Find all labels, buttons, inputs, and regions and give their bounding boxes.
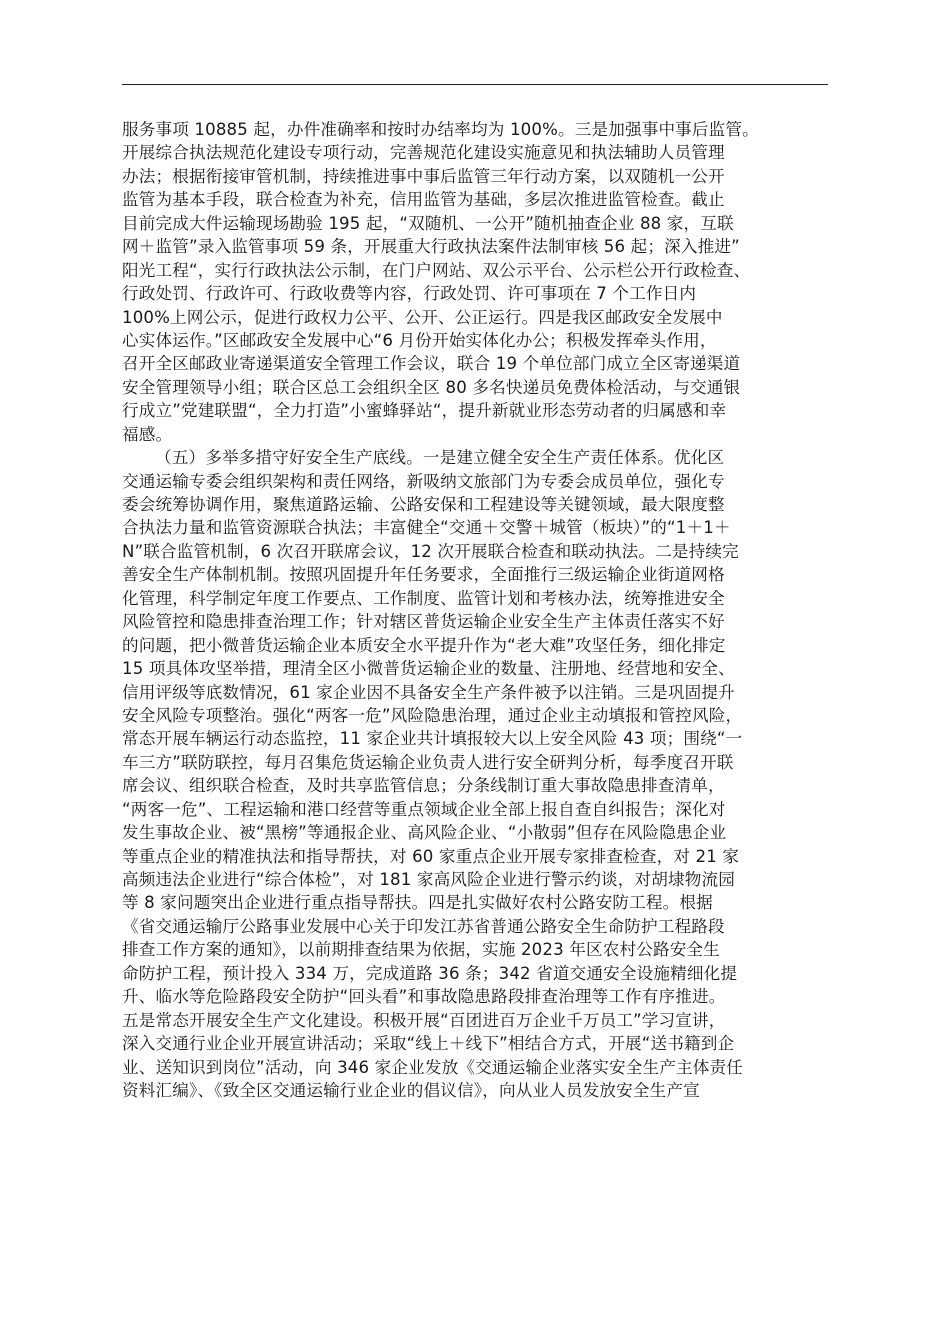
text-line: 办法；根据衔接审管机制，持续推进事中事后监管三年行动方案，以双随机一公开 [122,166,725,186]
text-line: 《省交通运输厅公路事业发展中心关于印发江苏省普通公路安全生命防护工程路段 [122,916,725,936]
header-rule [122,84,828,85]
text-line: N”联合监管机制，6 次召开联席会议，12 次开展联合检查和联动执法。二是持续完 [122,541,739,561]
text-line: “两客一危”、工程运输和港口经营等重点领域企业全部上报自查自纠报告；深化对 [122,799,726,819]
text-line: 的问题，把小微普货运输企业本质安全水平提升作为“老大难”攻坚任务，细化排定 [122,635,726,655]
text-line: 善安全生产体制机制。按照巩固提升年任务要求，全面推行三级运输企业街道网格 [122,565,725,585]
text-line: 福感。 [122,424,173,444]
text-line: 安全风险专项整治。强化“两客一危”风险隐患治理，通过企业主动填报和管控风险， [122,705,743,725]
text-line: 合执法力量和监管资源联合执法；丰富健全“交通＋交警＋城管（板块）”的“1＋1＋ [122,518,731,538]
text-line: 交通运输专委会组织架构和责任网络，新吸纳文旅部门为专委会成员单位，强化专 [122,471,725,491]
text-line: 风险管控和隐患排查治理工作；针对辖区普货运输企业安全生产主体责任落实不好 [122,612,725,632]
text-line: 行成立”党建联盟“，全力打造”小蜜蜂驿站“，提升新就业形态劳动者的归属感和幸 [122,401,727,421]
text-line: 阳光工程“，实行行政执法公示制，在门户网站、双公示平台、公示栏公开行政检查、 [122,260,751,280]
text-line: 信用评级等底数情况，61 家企业因不具备安全生产条件被予以注销。三是巩固提升 [122,682,735,702]
text-line: 15 项具体攻坚举措，理清全区小微普货运输企业的数量、注册地、经营地和安全、 [122,659,735,679]
text-line: 开展综合执法规范化建设专项行动，完善规范化建设实施意见和执法辅助人员管理 [122,143,725,163]
body-text [122,118,838,1102]
text-line: 监管为基本手段，联合检查为补充，信用监管为基础，多层次推进监管检查。截止 [122,190,725,210]
text-line: 发生事故企业、被“黑榜”等通报企业、高风险企业、“小散弱”但存在风险隐患企业 [122,823,727,843]
text-line: 五是常态开展安全生产文化建设。积极开展“百团进百万企业千万员工”学习宣讲， [122,1010,726,1030]
text-line: 安全管理领导小组；联合区总工会组织全区 80 多名快递员免费体检活动，与交通银 [122,377,741,397]
text-line: 等 8 家问题突出企业进行重点指导帮扶。四是扎实做好农村公路安防工程。根据 [122,893,713,913]
text-line: 升、临水等危险路段安全防护“回头看”和事故隐患路段排查治理等工作有序推进。 [122,987,726,1007]
text-line: 委会统筹协调作用，聚焦道路运输、公路安保和工程建设等关键领域，最大限度整 [122,495,725,514]
text-line: 目前完成大件运输现场勘验 195 起，“双随机、一公开”随机抽查企业 88 家，互联 [122,213,734,233]
text-line: 化管理，科学制定年度工作要点、工作制度、监管计划和考核办法，统筹推进安全 [122,588,725,608]
text-line: 心实体运作。”区邮政安全发展中心“6 月份开始实体化办公；积极发挥牵头作用， [122,330,717,350]
text-line: 100%上网公示，促进行政权力公平、公开、公正运行。四是我区邮政安全发展中 [122,307,723,327]
text-line: 服务事项 10885 起，办件准确率和按时办结率均为 100%。三是加强事中事后监管。 [122,120,759,139]
text-line: 资料汇编》、《致全区交通运输行业企业的倡议信》，向从业人员发放安全生产宣 [122,1080,700,1100]
text-line: 等重点企业的精准执法和指导帮扶，对 60 家重点企业开展专家排查检查，对 21 家 [122,846,740,866]
text-line: 深入交通行业企业开展宣讲活动；采取“线上＋线下”相结合方式，开展“送书籍到企 [122,1034,735,1054]
text-line: 命防护工程，预计投入 334 万，完成道路 36 条；342 省道交通安全设施精细化提 [122,963,738,983]
text-line: 高频违法企业进行“综合体检”，对 181 家高风险企业进行警示约谈，对胡埭物流园 [122,870,736,889]
text-line: 常态开展车辆运行动态监控，11 家企业共计填报较大以上安全风险 43 项；围绕“一 [122,729,743,749]
text-line: 网＋监管”录入监管事项 59 条，开展重大行政执法案件法制审核 56 起；深入推进” [122,237,740,257]
text-line: 排查工作方案的通知》，以前期排查结果为依据，实施 2023 年区农村公路安全生 [122,940,720,960]
section-heading-line: （五）多举多措守好安全生产底线。一是建立健全安全生产责任体系。优化区 [155,448,725,468]
text-line: 车三方”联防联控，每月召集危货运输企业负责人进行安全研判分析，每季度召开联 [122,752,734,772]
text-line: 召开全区邮政业寄递渠道安全管理工作会议，联合 19 个单位部门成立全区寄递渠道 [122,354,741,374]
text-line: 业、送知识到岗位”活动，向 346 家企业发放《交通运输企业落实安全生产主体责任 [122,1057,744,1077]
text-line: 行政处罚、行政许可、行政收费等内容，行政处罚、许可事项在 7 个工作日内 [122,284,697,304]
text-line: 席会议、组织联合检查，及时共享监管信息；分条线制订重大事故隐患排查清单， [122,776,725,796]
